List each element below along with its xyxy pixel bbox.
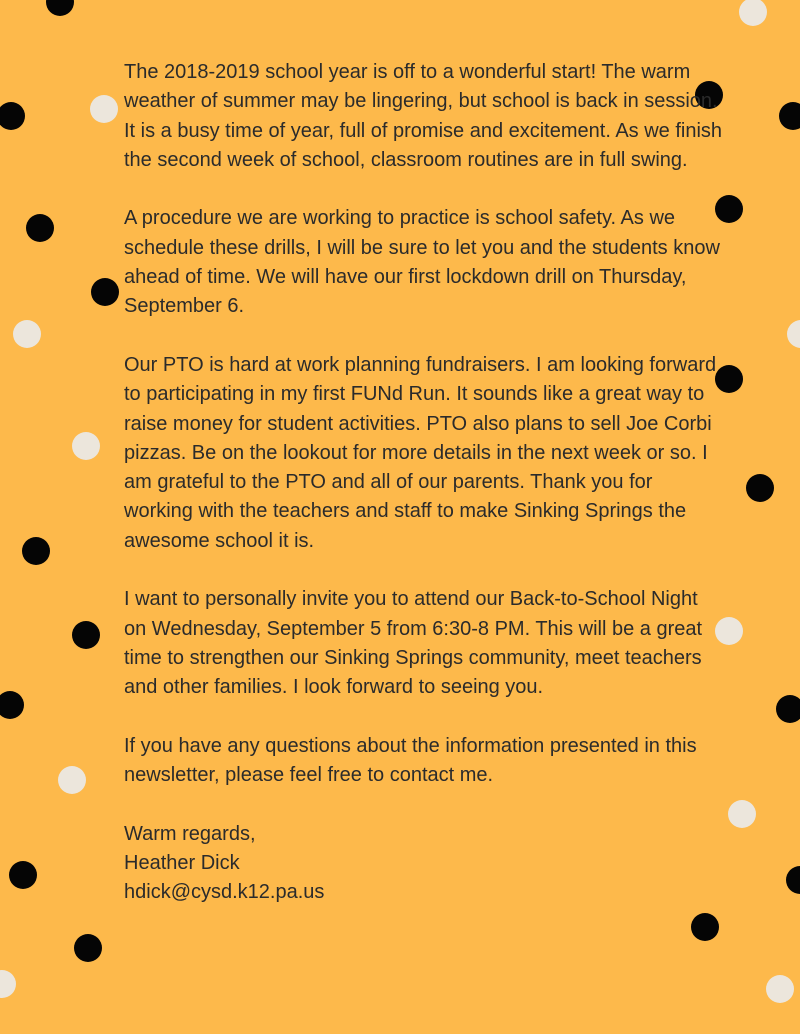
paragraph-safety: A procedure we are working to practice is school safety. As we schedule these drills, I will be sure to let you and the students know ahead of time. We will have our first lockdown drill on Thursday, September 6.	[124, 207, 720, 318]
polka-dot	[90, 95, 118, 123]
paragraph-back-to-school-night: I want to personally invite you to attend our Back-to-School Night on Wednesday, September 5 from 6:30-8 PM. This will be a great time to strengthen our Sinking Springs community, meet teachers and other families. I look forward to seeing you.	[124, 588, 703, 699]
polka-dot	[739, 0, 767, 26]
polka-dot	[746, 474, 774, 502]
polka-dot	[766, 975, 794, 1003]
polka-dot	[0, 102, 25, 130]
polka-dot	[0, 970, 16, 998]
signature-block	[124, 820, 724, 908]
polka-dot	[22, 537, 50, 565]
polka-dot	[13, 320, 41, 348]
polka-dot	[72, 621, 100, 649]
signer-name: Heather Dick	[124, 852, 240, 875]
polka-dot	[58, 766, 86, 794]
polka-dot	[691, 913, 719, 941]
closing-text: Warm regards,	[124, 822, 256, 845]
polka-dot	[776, 695, 800, 723]
polka-dot	[91, 278, 119, 306]
polka-dot	[74, 934, 102, 962]
signer-email: hdick@cysd.k12.pa.us	[124, 881, 325, 904]
polka-dot	[46, 0, 74, 16]
polka-dot	[9, 861, 37, 889]
polka-dot	[786, 866, 800, 894]
paragraph-pto: Our PTO is hard at work planning fundraisers. I am looking forward to participating in my first FUNd Run. It sounds like a great way to raise money for student activities. PTO also plans to sell Joe Corbi pizzas. Be on the lookout for more details in the next week or so. I am grateful to the PTO and all of our parents. Thank you for working with the teachers and staff to make Sinking Springs the awesome school it is.	[124, 353, 717, 552]
paragraph-welcome: The 2018-2019 school year is off to a wonderful start! The warm weather of summer may be lingering, but school is back in session. It is a busy time of year, full of promise and excitement. As we finish the second week of school, classroom routines are in full swing.	[124, 61, 723, 171]
polka-dot	[779, 102, 800, 130]
polka-dot	[26, 214, 54, 242]
polka-dot	[72, 432, 100, 460]
polka-dot	[728, 800, 756, 828]
paragraph-contact: If you have any questions about the information presented in this newsletter, please feel free to contact me.	[124, 734, 697, 787]
polka-dot	[787, 320, 800, 348]
letter-body	[124, 58, 724, 908]
polka-dot	[0, 691, 24, 719]
